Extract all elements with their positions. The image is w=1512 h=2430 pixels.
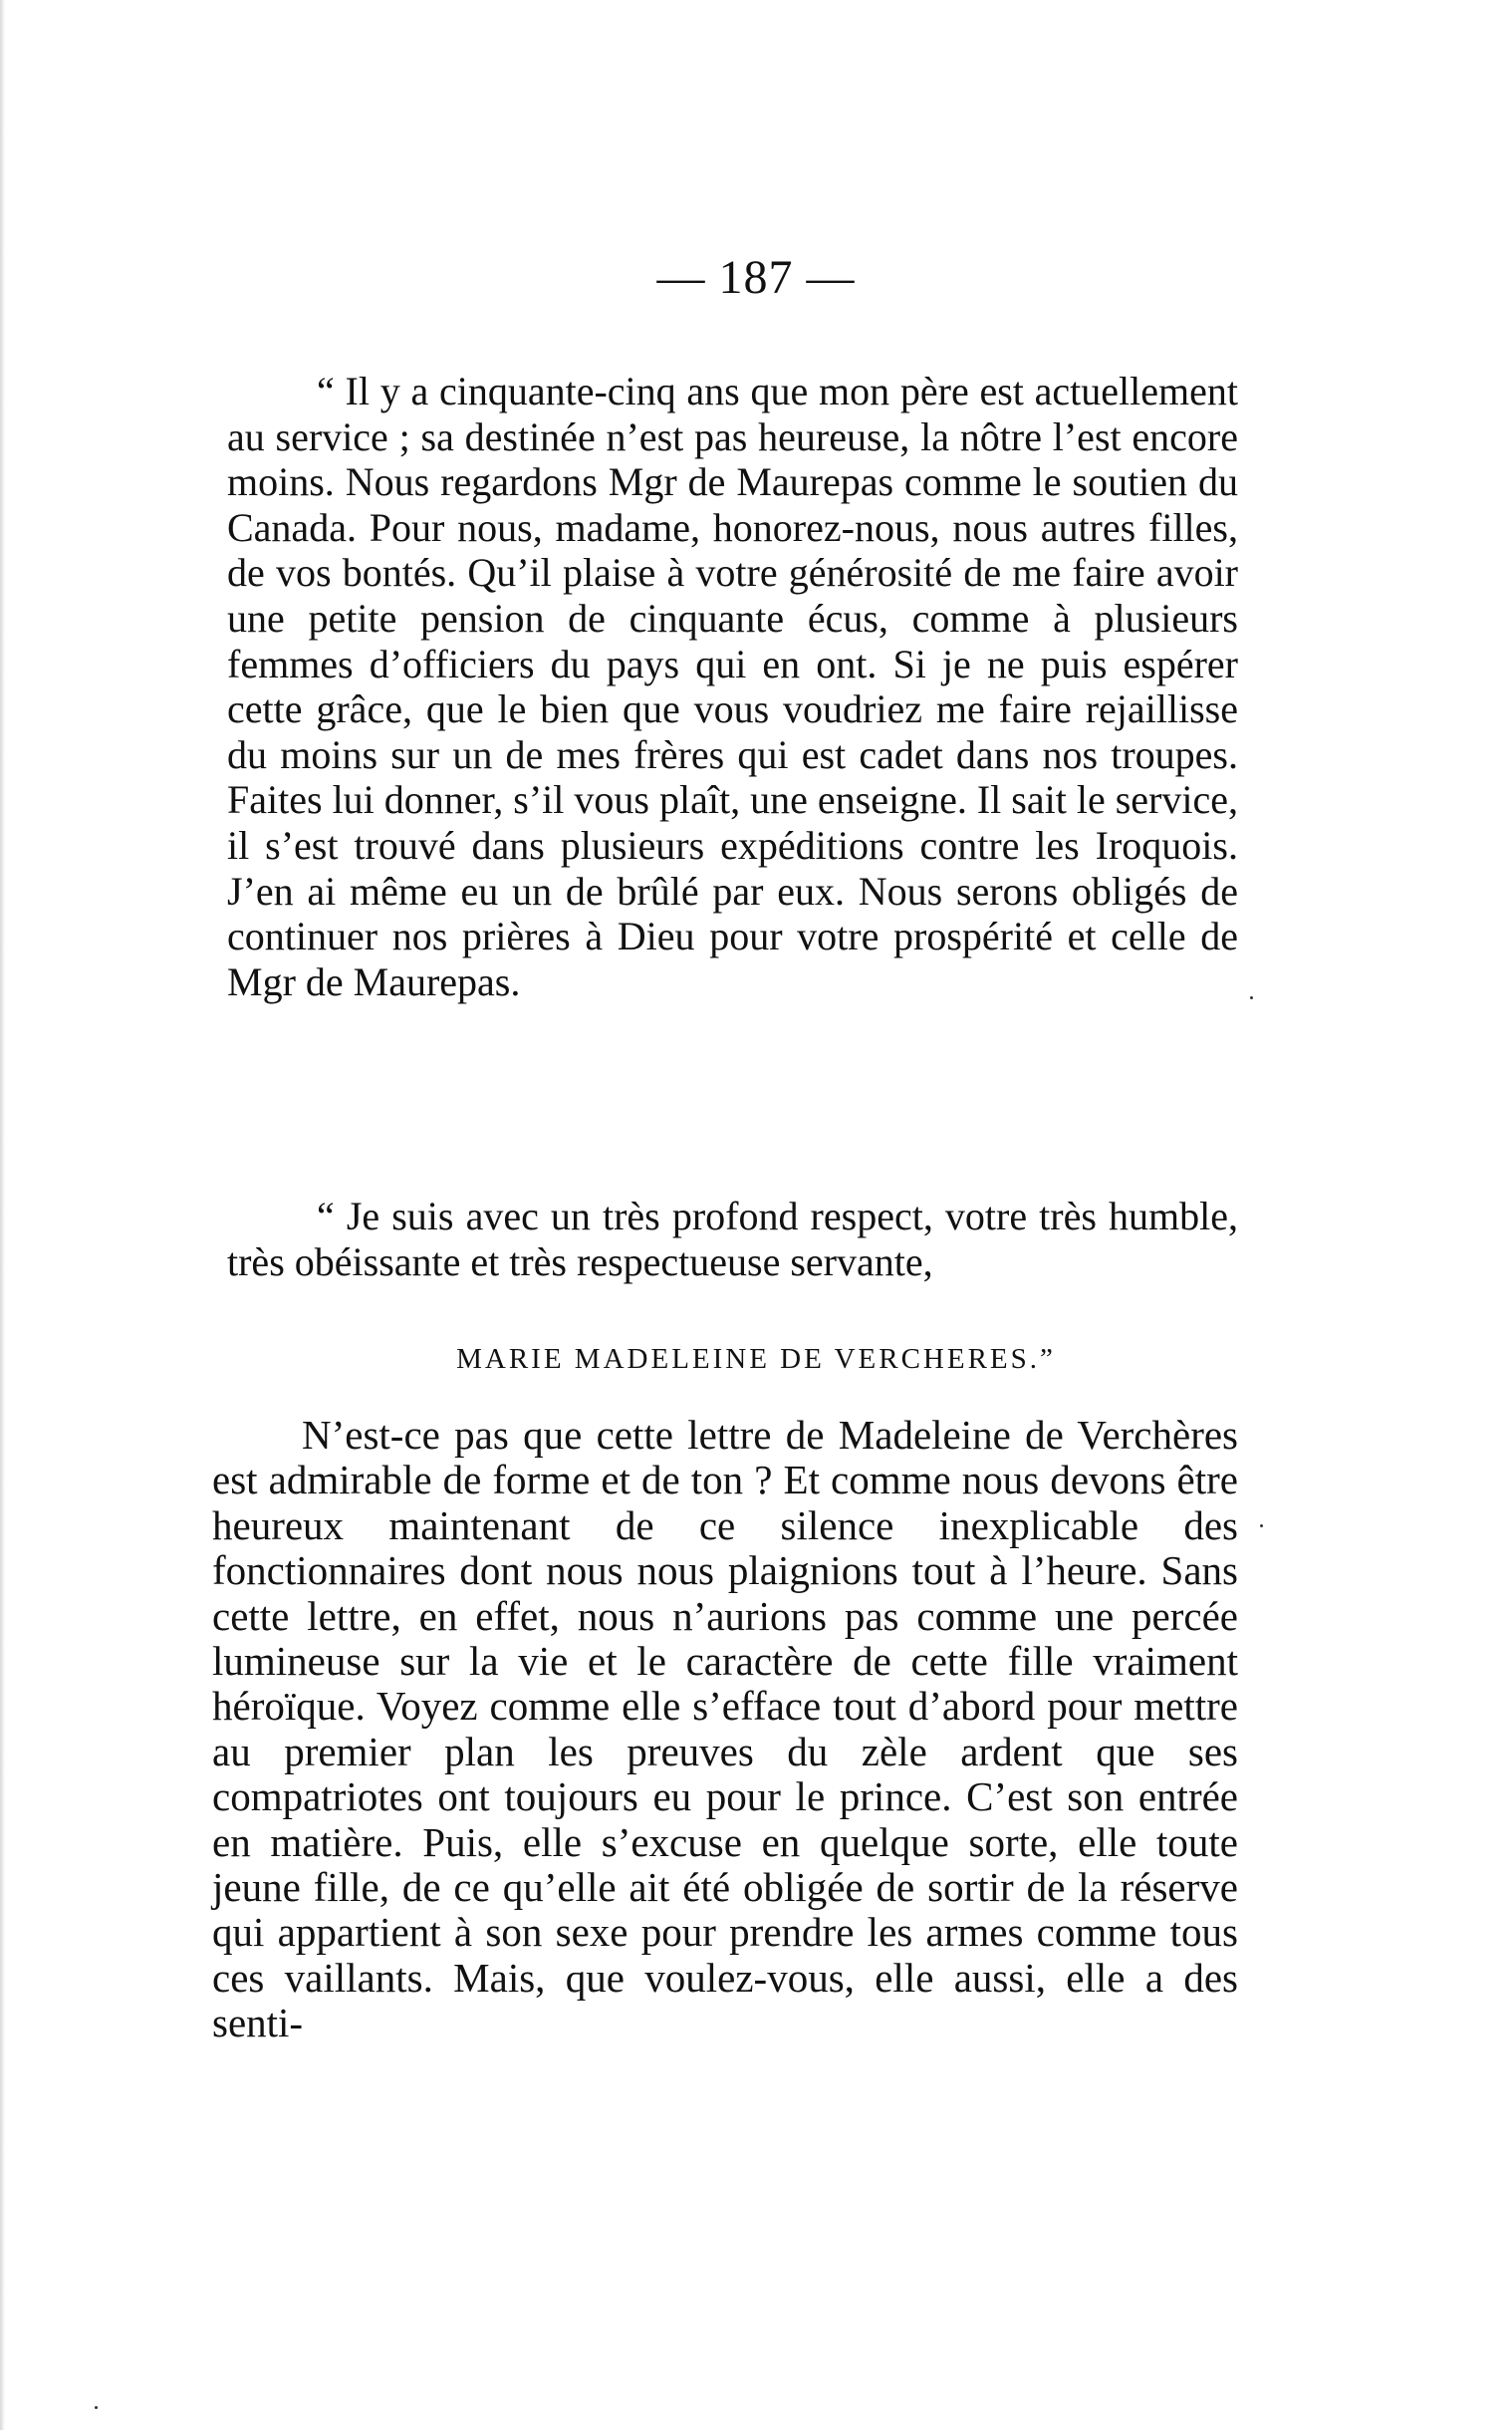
page-number: — 187 — [656,251,856,304]
letter-closing [227,1194,1238,1284]
letter-signature: MARIE MADELEINE DE VERCHERES.” [456,1343,1056,1375]
print-speck [1260,1524,1263,1527]
letter-paragraph: “ Il y a cinquante-cinq ans que mon père est actuellement au service ; sa destinée n’est pas heureuse, la nôtre l’est encore moins. Nous regardons Mgr de Maurepas comme le soutien du Canada. Pour nous, madame, honorez-nous, nous autres filles, de vos bontés. Qu’il plaise à votre générosité de me faire avoir une petite pension de cinquante écus, comme à plusieurs femmes d’officiers du pays qui en ont. Si je ne puis espérer cette grâce, que le bien que vous voudriez me faire rejaillisse du moins sur un de mes frères qui est cadet dans nos troupes. Faites lui donner, s’il vous plaît, une enseigne. Il sait le service, il s’est trouvé dans plusieurs expéditions contre les Iroquois. J’en ai même eu un de brûlé par eux. Nous serons obligés de continuer nos prières à Dieu pour votre prospérité et celle de Mgr de Maurepas. [227,369,1238,1004]
page-edge-shadow [0,0,5,2430]
letter-body [227,369,1238,1004]
print-speck [1250,996,1253,999]
print-speck [95,2406,98,2409]
commentary-body [212,1413,1238,2046]
commentary-paragraph: N’est-ce pas que cette lettre de Madeleine de Verchères est admirable de forme et de ton ? Et comme nous devons être heureux maintenant de ce silence inexplicable des fonctionnaires dont nous nous plaignions tout à l’heure. Sans cette lettre, en effet, nous n’aurions pas comme une percée lumineuse sur la vie et le caractère de cette fille vraiment héroïque. Voyez comme elle s’efface tout d’abord pour mettre au premier plan les preuves du zèle ardent que ses compatriotes ont toujours eu pour le prince. C’est son entrée en matière. Puis, elle s’excuse en quelque sorte, elle toute jeune fille, de ce qu’elle ait été obligée de sortir de la réserve qui appartient à son sexe pour prendre les armes comme tous ces vaillants. Mais, que voulez-vous, elle aussi, elle a des senti- [212,1412,1238,2046]
closing-paragraph: “ Je suis avec un très profond respect, votre très humble, très obéissante et très respectueuse servante, [227,1194,1238,1284]
